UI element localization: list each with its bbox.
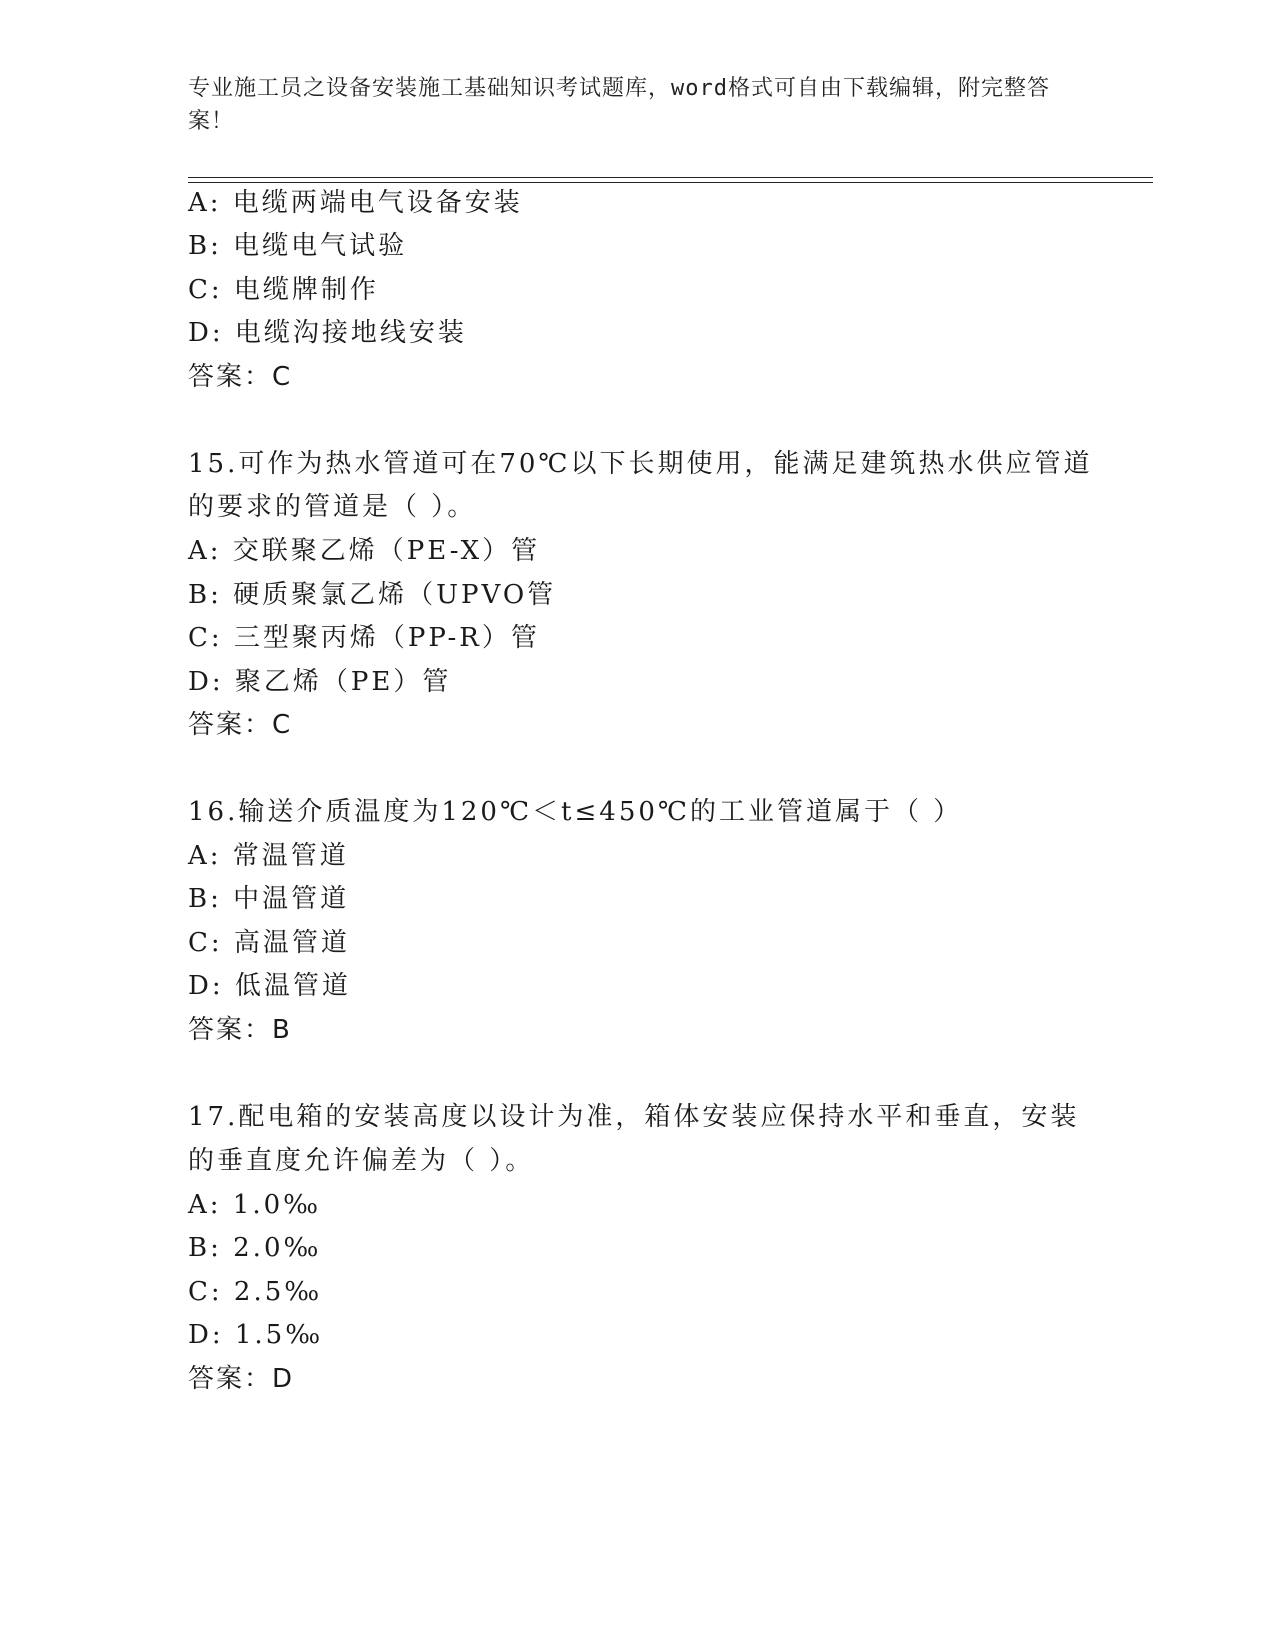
q17-option-d: D: 1.5‰ bbox=[188, 1320, 324, 1350]
q17-option-c: C: 2.5‰ bbox=[188, 1277, 323, 1307]
q17-question-line2: 的垂直度允许偏差为（ ）。 bbox=[188, 1146, 535, 1176]
q14-option-a: A: 电缆两端电气设备安装 bbox=[188, 188, 523, 218]
q17-option-a: A: 1.0‰ bbox=[188, 1190, 322, 1220]
q15-question-line2: 的要求的管道是（ ）。 bbox=[188, 492, 477, 522]
q15-question-line1: 15.可作为热水管道可在70℃以下长期使用，能满足建筑热水供应管道 bbox=[188, 449, 1093, 479]
q17-option-b: B: 2.0‰ bbox=[188, 1233, 322, 1263]
q14-option-b: B: 电缆电气试验 bbox=[188, 231, 408, 261]
q16-option-a: A: 常温管道 bbox=[188, 841, 349, 871]
header-divider-top bbox=[188, 177, 1153, 178]
q16-option-c: C: 高温管道 bbox=[188, 928, 350, 958]
document-header: 专业施工员之设备安装施工基础知识考试题库，word格式可自由下载编辑，附完整答案！ bbox=[188, 76, 1050, 134]
q15-answer: 答案：C bbox=[188, 710, 293, 740]
q17-answer: 答案：D bbox=[188, 1364, 295, 1394]
q14-option-c: C: 电缆牌制作 bbox=[188, 275, 379, 305]
q16-option-d: D: 低温管道 bbox=[188, 971, 351, 1001]
q16-option-b: B: 中温管道 bbox=[188, 884, 350, 914]
q16-question-line1: 16.输送介质温度为120℃＜t≤450℃的工业管道属于（ ） bbox=[188, 797, 963, 827]
q15-option-b: B: 硬质聚氯乙烯（UPVO管 bbox=[188, 580, 557, 610]
q17-question-line1: 17.配电箱的安装高度以设计为准，箱体安装应保持水平和垂直，安装 bbox=[188, 1102, 1080, 1132]
q14-option-d: D: 电缆沟接地线安装 bbox=[188, 318, 467, 348]
q15-option-d: D: 聚乙烯（PE）管 bbox=[188, 667, 452, 697]
q16-answer: 答案：B bbox=[188, 1015, 292, 1045]
q15-option-a: A: 交联聚乙烯（PE-X）管 bbox=[188, 536, 541, 566]
header-divider-bottom bbox=[188, 182, 1153, 183]
q15-option-c: C: 三型聚丙烯（PP-R）管 bbox=[188, 623, 540, 653]
q14-answer: 答案：C bbox=[188, 362, 293, 392]
